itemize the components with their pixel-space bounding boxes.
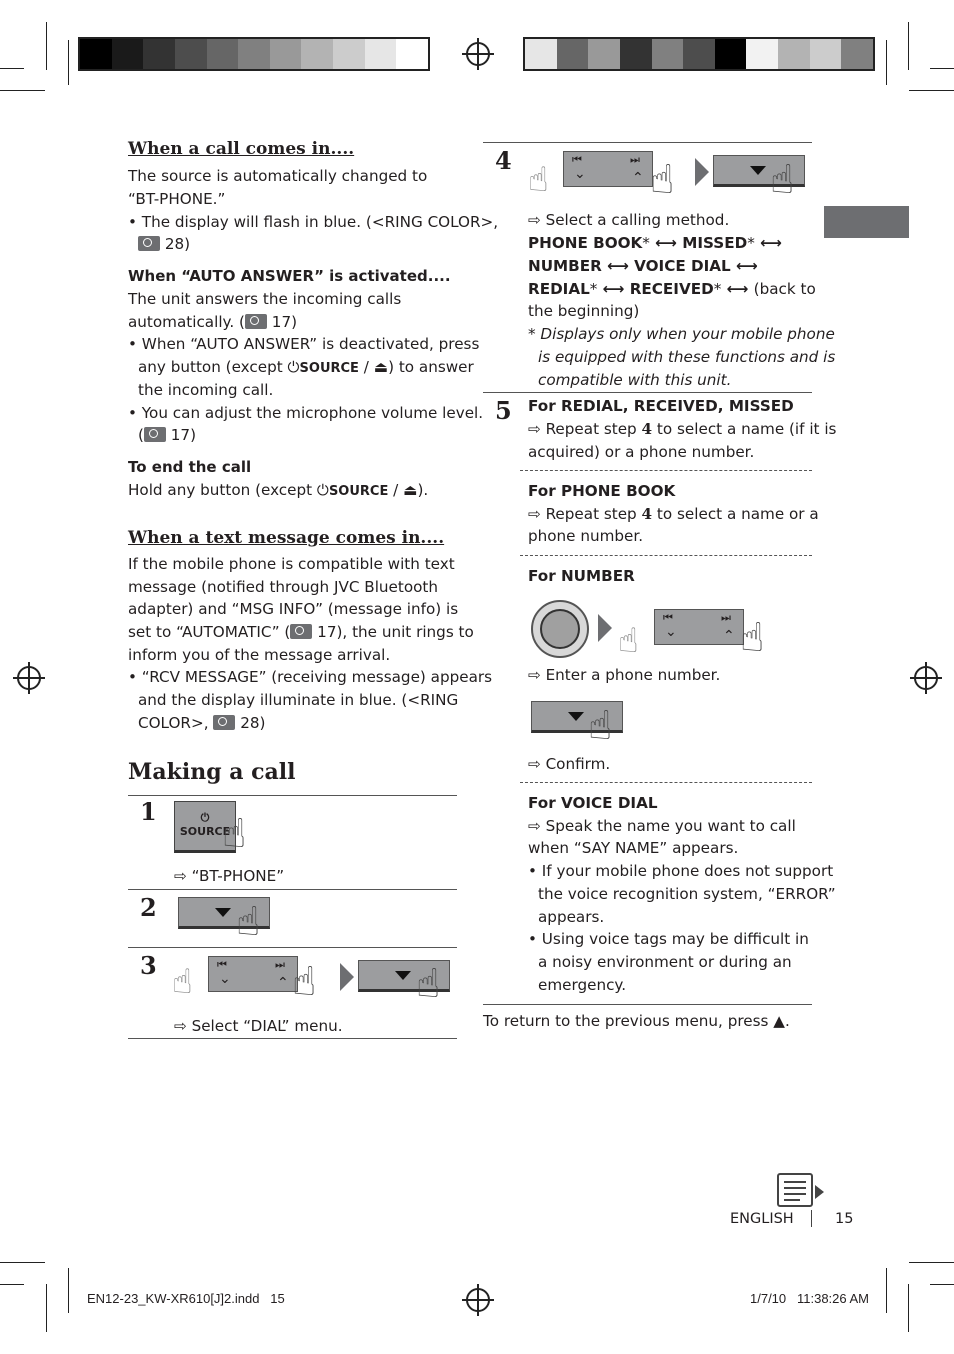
power-icon: ⏻ [200,811,210,824]
hand-press-icon: ☝ [236,899,261,945]
color-swatch [175,39,207,69]
return-note: To return to the previous menu, press ▲. [483,1012,790,1030]
side-tab [824,206,909,238]
eject-icon: ⏏ [373,358,389,376]
result-arrow-icon: ⇨ [174,867,187,885]
color-swatch [333,39,365,69]
step-3-result: ⇨ Select “DIAL” menu. [174,1017,343,1035]
call-heading: When a call comes in.... [128,139,355,159]
step-5-number: 5 [495,396,512,425]
text-message-heading: When a text message comes in.... [128,528,445,548]
auto-answer-bullet: • You can adjust the microphone volume level. [128,404,484,422]
skip-forward-icon: ⏭ [275,958,285,971]
step-4-note: * Displays only when your mobile phone [528,325,835,343]
hand-outline-icon: ☝ [172,962,193,1002]
magnifier-icon [290,624,312,639]
rule [483,1004,812,1005]
magnifier-icon [213,715,235,730]
chevron-up-icon: ⌃ [277,975,289,991]
skip-back-icon: ⏮ [217,958,227,971]
color-swatch [301,39,333,69]
registration-mark-bottom [466,1288,490,1312]
result-arrow-icon: ⇨ [528,666,541,684]
footer-language: ENGLISH [730,1211,794,1227]
magnifier-icon [245,314,267,329]
step-4-note: compatible with this unit. [538,371,732,389]
hand-press-icon: ☝ [650,157,675,203]
registration-mark-top [466,42,490,66]
step-4-note: is equipped with these functions and is [538,348,836,366]
making-call-heading: Making a call [128,759,296,785]
result-arrow-icon: ⇨ [528,211,541,229]
rule [483,392,812,393]
method-label: ⟷ [754,234,782,252]
text-message-text: set to “AUTOMATIC” ( 17), the unit rings to [128,623,474,641]
auto-answer-text: The unit answers the incoming calls [128,290,402,308]
step-5-text: ⇨ Speak the name you want to call [528,817,796,835]
text-message-text: inform you of the message arrival. [128,646,391,664]
registration-mark-left [17,666,41,690]
hand-press-icon: ☝ [416,961,441,1007]
chevron-up-icon: ⌃ [723,628,735,644]
color-bar-left [78,37,430,71]
magnifier-icon [144,427,166,442]
call-bullet-cont: 28) [138,233,190,256]
method-label: ⟷ [649,234,683,252]
text-message-bullet: • “RCV MESSAGE” (receiving message) appears [128,668,493,686]
text-message-text: If the mobile phone is compatible with text [128,555,455,573]
step-2-number: 2 [140,893,157,922]
step-5-text: ⇨ Repeat step 4 to select a name (if it is [528,420,837,438]
hand-outline-icon: ☝ [528,160,549,200]
step-1-number: 1 [140,797,157,826]
result-arrow-icon: ⇨ [174,1017,187,1035]
result-arrow-icon: ⇨ [528,505,541,523]
step-5-text: phone number. [528,527,644,545]
step-5-bullet: • Using voice tags may be difficult in [528,930,809,948]
skip-back-icon: ⏮ [663,611,673,624]
chevron-down-icon: ⌄ [219,971,231,987]
slug-date: 1/7/10 11:38:26 AM [750,1291,870,1306]
magnifier-icon [138,236,160,251]
method-label: * [747,234,755,252]
color-swatch [396,39,428,69]
color-bar-right [523,37,875,71]
skip-forward-icon: ⏭ [721,611,731,624]
auto-answer-heading: When “AUTO ANSWER” is activated.... [128,267,451,285]
power-icon: ⏻ [316,481,329,499]
step-4-text: the beginning) [528,302,640,320]
step-5-text: acquired) or a phone number. [528,443,755,461]
auto-answer-text: automatically. ( 17) [128,313,298,331]
step-5-bullet-cont: a noisy environment or during an [538,953,792,971]
step-5-bullet: • If your mobile phone does not support [528,862,834,880]
step-5-heading: For REDIAL, RECEIVED, MISSED [528,397,794,415]
source-button: ⏻ SOURCE [174,801,236,853]
step-5-text: ⇨ Confirm. [528,755,611,773]
step-5-heading: For VOICE DIAL [528,794,658,812]
chevron-down-icon: ⌄ [574,166,586,182]
step-5-text: ⇨ Enter a phone number. [528,666,721,684]
color-swatch [778,39,810,69]
power-icon: ⏻ [287,358,300,376]
dashed-rule [520,470,812,471]
page-number: 15 [835,1211,854,1227]
next-arrow-icon [340,963,354,991]
step-5-text: when “SAY NAME” appears. [528,839,739,857]
result-arrow-icon: ⇨ [528,420,541,438]
step-5-heading: For NUMBER [528,567,635,585]
hand-press-icon: ☝ [222,811,247,857]
step-1-result: ⇨ “BT-PHONE” [174,867,285,885]
color-swatch [652,39,684,69]
up-arrow-icon: ▲ [773,1012,785,1030]
text-message-bullet-cont: COLOR>, 28) [138,714,266,732]
step-4-methods: REDIAL* ⟷ RECEIVED* ⟷ (back to [528,280,816,298]
next-arrow-icon [695,158,709,186]
auto-answer-bullet-cont: ( 17) [138,426,197,444]
call-text: “BT-PHONE.” [128,190,226,208]
rule [128,889,457,890]
hand-press-icon: ☝ [740,615,765,661]
rule [128,1038,457,1039]
step-5-bullet-cont: the voice recognition system, “ERROR” [538,885,836,903]
next-arrow-icon [598,614,612,642]
eject-icon: ⏏ [403,481,418,499]
chevron-up-icon: ⌃ [632,170,644,186]
text-message-bullet-cont: and the display illuminate in blue. (<RING [138,691,459,709]
footer-divider [811,1210,812,1227]
skip-bar [654,609,744,645]
rule [128,795,457,796]
skip-bar [563,151,653,187]
step-5-heading: For PHONE BOOK [528,482,676,500]
slug-file: EN12-23_KW-XR610[J]2.indd 15 [87,1291,285,1306]
skip-bar [208,956,298,992]
text-message-text: message (notified through JVC Bluetooth [128,578,439,596]
step-4-methods: NUMBER ⟷ VOICE DIAL ⟷ [528,257,758,275]
color-swatch [365,39,397,69]
step-3-number: 3 [140,951,157,980]
color-swatch [620,39,652,69]
color-swatch [588,39,620,69]
color-swatch [810,39,842,69]
auto-answer-bullet-cont: the incoming call. [138,381,274,399]
method-label: * [642,234,650,252]
color-swatch [841,39,873,69]
step-5-bullet-cont: appears. [538,908,605,926]
color-swatch [143,39,175,69]
dashed-rule [520,555,812,556]
end-call-text: Hold any button (except ⏻SOURCE / ⏏). [128,481,429,499]
continued-page-icon [777,1173,813,1207]
chevron-down-icon: ⌄ [665,624,677,640]
auto-answer-bullet: • When “AUTO ANSWER” is deactivated, press [128,335,480,353]
hand-press-icon: ☝ [770,157,795,203]
hand-press-icon: ☝ [588,703,613,749]
step-5-bullet-cont: emergency. [538,976,627,994]
hand-outline-icon: ☝ [618,621,639,661]
color-swatch [270,39,302,69]
step-5-text: ⇨ Repeat step 4 to select a name or a [528,505,819,523]
color-swatch [525,39,557,69]
step-4-methods [528,232,782,255]
color-swatch [715,39,747,69]
skip-back-icon: ⏮ [572,153,582,166]
skip-forward-icon: ⏭ [630,153,640,166]
color-swatch [557,39,589,69]
color-swatch [207,39,239,69]
text-message-text: adapter) and “MSG INFO” (message info) is [128,600,459,618]
step-4-text: ⇨ Select a calling method. [528,211,730,229]
step-4-number: 4 [495,146,512,175]
result-arrow-icon: ⇨ [528,755,541,773]
color-swatch [746,39,778,69]
color-swatch [80,39,112,69]
call-text: The source is automatically changed to [128,167,428,185]
dashed-rule [520,782,812,783]
end-call-heading: To end the call [128,458,252,476]
method-label: MISSED [682,234,748,252]
color-swatch [683,39,715,69]
registration-mark-right [914,666,938,690]
call-bullet: • The display will flash in blue. (<RING COLOR>, [128,213,499,231]
auto-answer-bullet-cont: any button (except ⏻SOURCE / ⏏) to answer [138,358,474,376]
control-dial [531,600,589,658]
color-swatch [238,39,270,69]
rule [483,142,812,143]
rule [128,947,457,948]
color-swatch [112,39,144,69]
result-arrow-icon: ⇨ [528,817,541,835]
method-label: PHONE BOOK [528,234,643,252]
hand-press-icon: ☝ [292,959,317,1005]
